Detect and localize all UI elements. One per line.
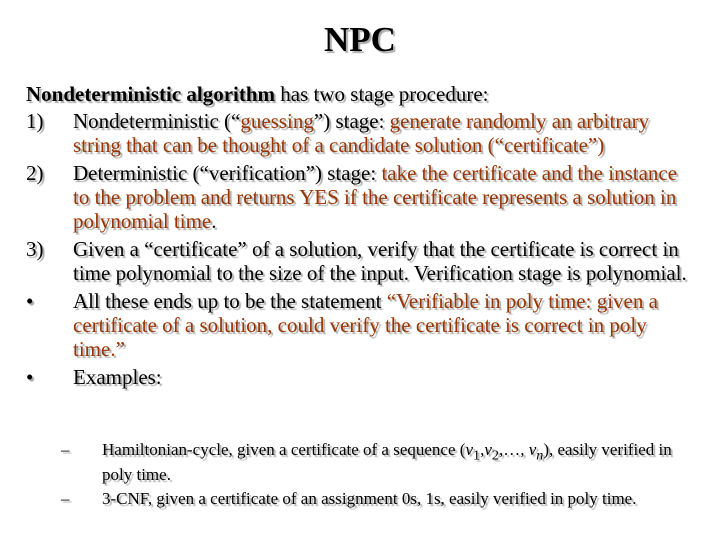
slide-title: NPC	[324, 20, 396, 59]
bullet-marker: •	[26, 365, 34, 389]
bullet-statement-text: All these ends up to be the statement	[73, 289, 387, 313]
sub-item-3cnf	[26, 489, 696, 508]
comma-1: ,	[480, 440, 485, 459]
item-1-highlight-guessing: guessing	[240, 109, 314, 133]
bullet-item-examples	[26, 365, 696, 389]
subscript-1: 1	[472, 447, 481, 464]
hamiltonian-text-a: Hamiltonian-cycle, given a certificate of a sequence (	[102, 440, 466, 459]
main-content	[26, 82, 696, 393]
dash-marker: –	[61, 489, 70, 509]
dash-marker: –	[61, 440, 70, 459]
intro-bold-term: Nondeterministic algorithm	[26, 82, 276, 106]
comma-ellipsis: ,…,	[498, 440, 529, 459]
intro-rest: has two stage procedure:	[275, 82, 489, 106]
var-v-1: v	[465, 440, 473, 459]
subscript-2: 2	[491, 447, 499, 464]
item-1-highlight-description: generate randomly an arbitrary string that can be thought of a candidate solution (“certificate”)	[73, 109, 650, 157]
bullet-item-statement	[26, 289, 696, 361]
var-v-n: v	[528, 440, 537, 459]
bullet-marker: •	[26, 289, 34, 313]
3cnf-text: 3-CNF, given a certificate of an assignment 0s, 1s, easily verified in poly time.	[102, 489, 637, 509]
examples-sublist	[26, 440, 696, 513]
hamiltonian-text-b: ), easily verified in poly time.	[102, 440, 672, 485]
list-item-2	[26, 161, 696, 233]
list-marker: 2)	[26, 161, 44, 185]
item-1-text-b: ”) stage:	[313, 109, 390, 133]
item-2-text-a: Deterministic (“verification”) stage:	[73, 161, 382, 185]
examples-heading: Examples:	[73, 365, 162, 389]
list-marker: 3)	[26, 237, 44, 261]
list-item-1	[26, 109, 696, 157]
item-2-highlight-description: take the certificate and the instance to the problem and returns YES if the certificate represents a solution in polynomial time	[73, 161, 678, 233]
list-item-3	[26, 237, 696, 285]
bullet-statement-quote: “Verifiable in poly time: given a certificate of a solution, could verify the certificate is correct in poly time.”	[73, 289, 658, 361]
intro-line	[26, 82, 696, 106]
item-3-text: Given a “certificate” of a solution, verify that the certificate is correct in time polynomial to the size of the input. Verification stage is polynomial.	[73, 237, 687, 285]
subscript-n: n	[536, 447, 544, 464]
list-marker: 1)	[26, 109, 44, 133]
var-v-2: v	[484, 440, 492, 459]
item-2-period: .	[211, 209, 217, 233]
item-1-text-a: Nondeterministic (“	[73, 109, 241, 133]
sub-item-hamiltonian	[26, 440, 696, 484]
